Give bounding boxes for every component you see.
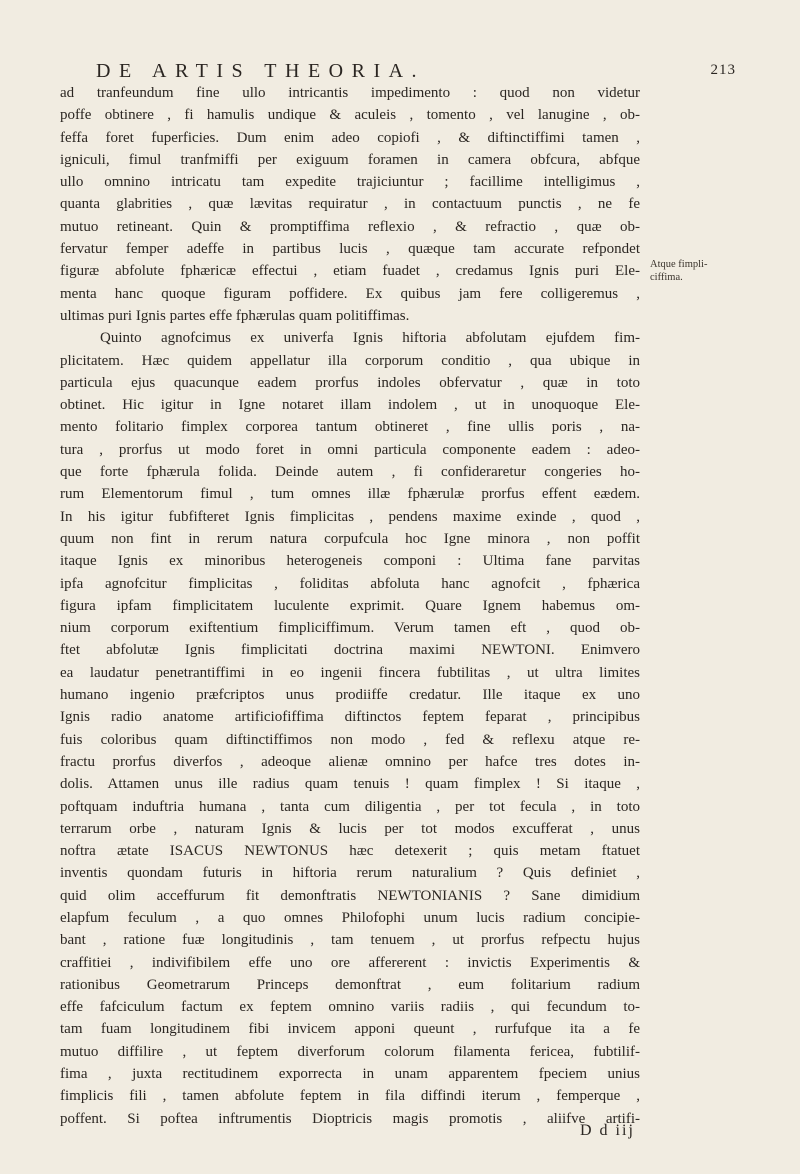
text-line: nium corporum exiftentium fimpliciffimum. Verum tamen eft , quod ob-	[60, 620, 640, 637]
body-text	[60, 82, 640, 1130]
text-line: poffe obtinere , fi hamulis undique & aculeis , tomento , vel lanugine , ob-	[60, 107, 640, 124]
text-line: rum Elementorum fimul , tum omnes illæ fphærulæ prorfus effent eædem.	[60, 486, 640, 503]
text-line: figura ipfam fimplicitatem luculente exprimit. Quare Ignem habemus om-	[60, 597, 640, 614]
text-line: menta hanc quoque figuram poffidere. Ex quibus jam fere colligeremus ,	[60, 285, 640, 302]
text-line: plicitatem. Hæc quidem appellatur illa corporum conditio , qua ubique in	[60, 352, 640, 369]
text-line: effe fafciculum factum ex feptem omnino variis radiis , qui fecundum to-	[60, 999, 640, 1016]
text-line: fima , juxta rectitudinem exporrecta in unam apparentem fpeciem unius	[60, 1066, 640, 1083]
text-line: noftra ætate ISACUS NEWTONUS hæc detexerit ; quis metam ftatuet	[60, 843, 640, 860]
running-title: DE ARTIS THEORIA.	[96, 60, 426, 82]
text-line: quanta glabrities , quæ lævitas requiratur , in contactuum punctis , ne fe	[60, 196, 640, 213]
text-line: fractu prorfus diverfos , adeoque alienæ omnino per hafce tres dotes in-	[60, 753, 640, 770]
text-line: dolis. Attamen unus ille radius quam tenuis ! quam fimplex ! Si itaque ,	[60, 776, 640, 793]
text-line: feffa foret fuperficies. Dum enim adeo copiofi , & diftinctiffimi tamen ,	[60, 129, 640, 146]
signature-mark: D d iij	[580, 1122, 635, 1139]
text-line: ftet abfolutæ Ignis fimplicitati doctrina maximi NEWTONI. Enimvero	[60, 642, 640, 659]
text-line: ultimas puri Ignis partes effe fphærulas quam politiffimas.	[60, 307, 410, 324]
text-line: rationibus Geometrarum Princeps demonftrat , eum folitarium radium	[60, 976, 640, 993]
text-line: obtinet. Hic igitur in Igne notaret illam indolem , ut in unoquoque Ele-	[60, 397, 640, 414]
text-line: figuræ abfolute fphæricæ effectui , etiam fuadet , credamus Ignis puri Ele-	[60, 263, 640, 280]
text-line: tura , prorfus ut modo foret in omni particula componente eadem : adeo-	[60, 441, 640, 458]
text-line: Ignis radio anatome artificiofiffima diftinctos feptem feparat , principibus	[60, 709, 640, 726]
text-line: bant , ratione fuæ longitudinis , tam tenuem , ut prorfus refpectu hujus	[60, 932, 640, 949]
text-line: elapfum feculum , a quo omnes Philofophi unum lucis radium concipie-	[60, 909, 640, 926]
text-line: mutuo diffilire , ut feptem diverforum colorum filamenta fericea, fubtilif-	[60, 1043, 640, 1060]
text-line: In his igitur fubfifteret Ignis fimplicitas , pendens maxime exinde , quod ,	[60, 508, 640, 525]
text-line: fimplicis fili , tamen abfolute feptem in fila diffindi iterum , femperque ,	[60, 1088, 640, 1105]
text-line: ullo omnino intricatu tam expedite trajiciuntur ; facillime intelligimus ,	[60, 174, 640, 191]
text-line: inventis quondam futuris in hiftoria rerum naturalium ? Quis definiet ,	[60, 865, 640, 882]
page-number: 213	[710, 62, 736, 78]
text-line: Quinto agnofcimus ex univerfa Ignis hiftoria abfolutam ejufdem fim-	[100, 330, 640, 347]
text-line: fervatur femper adeffe in partibus lucis , quæque tam accurate refpondet	[60, 241, 640, 258]
text-line: craffitiei , indivifibilem effe uno ore affererent : invictis Experimentis &	[60, 954, 640, 971]
text-line: que forte fphærula folida. Deinde autem , fi confideraretur congeries ho-	[60, 464, 640, 481]
text-line: ea laudatur penetrantiffimi in eo ingenii fincera fubtilitas , ut ultra limites	[60, 664, 640, 681]
text-line: terrarum orbe , naturam Ignis & lucis per tot modos excufferat , unus	[60, 820, 640, 837]
text-line: poffent. Si poftea inftrumentis Dioptricis magis promotis , aliifve artifi-	[60, 1110, 640, 1127]
text-line: quid olim acceffurum fit demonftratis NEWTONIANIS ? Sane dimidium	[60, 887, 640, 904]
text-line: igniculi, fimul tranfmiffi per exiguum foramen in camera obfcura, abfque	[60, 151, 640, 168]
text-line: ad tranfeundum fine ullo intricantis impedimento : quod non videtur	[60, 85, 640, 101]
text-line: itaque Ignis ex minoribus heterogeneis componi : Ultima fane parvitas	[60, 553, 640, 570]
text-line: poftquam induftria humana , tanta cum diligentia , per tot fecula , in toto	[60, 798, 640, 815]
text-line: fuis coloribus quam diftinctiffimos non modo , fed & reflexu atque re-	[60, 731, 640, 748]
text-line: mento folitario fimplex corporea tantum obtineret , fine ullis poris , na-	[60, 419, 640, 436]
text-line: tam fuam longitudinem fibi invicem apponi queunt , rurfufque ita a fe	[60, 1021, 640, 1038]
text-line: ipfa agnofcitur fimplicitas , foliditas abfoluta hanc agnofcit , fphærica	[60, 575, 640, 592]
text-line: humano ingenio præfcriptos unus prodiiffe credatur. Ille itaque ex uno	[60, 687, 640, 704]
margin-note: Atque fimpli- ciffima.	[650, 259, 708, 283]
text-line: particula ejus quacunque eadem prorfus indoles obfervatur , quæ in toto	[60, 374, 640, 391]
text-line: mutuo retineant. Quin & promptiffima reflexio , & refractio , quæ ob-	[60, 218, 640, 235]
text-line: quum non fint in rerum natura corpufcula hoc Igne minora , non poffit	[60, 530, 640, 547]
